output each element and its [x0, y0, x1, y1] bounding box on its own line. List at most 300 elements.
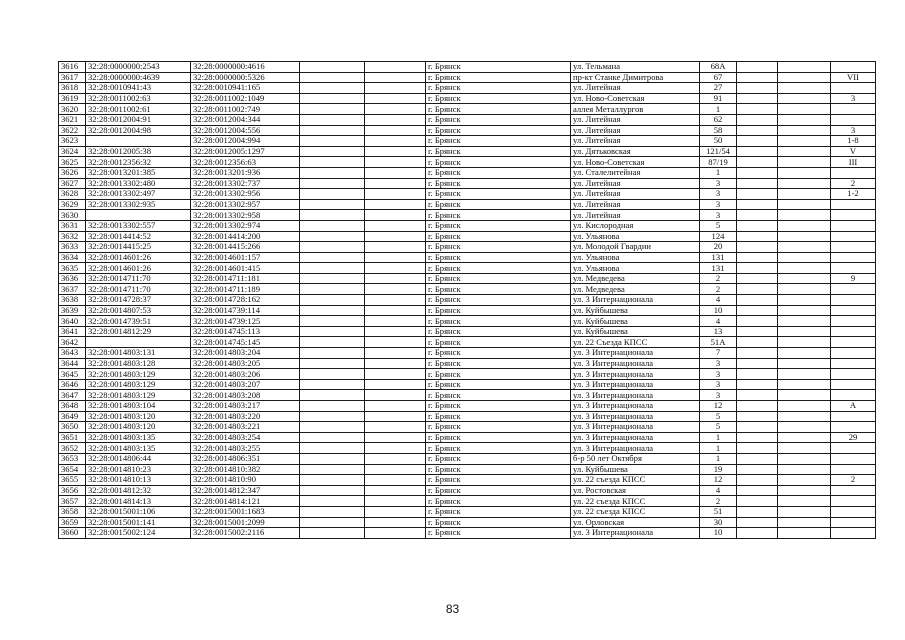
cadastral-number-land: 32:28:0013201:385: [86, 167, 191, 178]
city-cell: г. Брянск: [426, 93, 571, 104]
cadastral-number-land: 32:28:0015002:124: [86, 528, 191, 539]
city-cell: г. Брянск: [426, 326, 571, 337]
row-number: 3640: [59, 316, 86, 327]
table-row: [59, 263, 876, 274]
cadastral-number-object: 32:28:0000000:5326: [191, 72, 300, 83]
empty-cell: [365, 337, 426, 348]
empty-cell: [737, 295, 778, 306]
empty-cell: [778, 62, 831, 73]
table-row: [59, 453, 876, 464]
apartment-note-cell: [831, 210, 876, 221]
house-number-cell: 131: [700, 252, 737, 263]
empty-cell: [737, 263, 778, 274]
cadastral-number-land: 32:28:0013302:480: [86, 178, 191, 189]
apartment-note-cell: А: [831, 401, 876, 412]
street-cell: ул. Ульянова: [571, 263, 700, 274]
empty-cell: [778, 485, 831, 496]
row-number: 3641: [59, 326, 86, 337]
cadastral-number-land: 32:28:0011002:61: [86, 104, 191, 115]
cadastral-number-land: 32:28:0012356:32: [86, 157, 191, 168]
empty-cell: [365, 104, 426, 115]
empty-cell: [778, 422, 831, 433]
apartment-note-cell: [831, 348, 876, 359]
apartment-note-cell: 9: [831, 273, 876, 284]
house-number-cell: 30: [700, 517, 737, 528]
city-cell: г. Брянск: [426, 411, 571, 422]
apartment-note-cell: [831, 231, 876, 242]
house-number-cell: 121/54: [700, 146, 737, 157]
table-row: [59, 326, 876, 337]
house-number-cell: 5: [700, 411, 737, 422]
apartment-note-cell: [831, 252, 876, 263]
empty-cell: [737, 422, 778, 433]
table-row: [59, 443, 876, 454]
street-cell: ул. 22 съезда КПСС: [571, 506, 700, 517]
cadastral-number-object: 32:28:0013302:957: [191, 199, 300, 210]
apartment-note-cell: [831, 517, 876, 528]
empty-cell: [737, 305, 778, 316]
row-number: 3648: [59, 401, 86, 412]
apartment-note-cell: [831, 506, 876, 517]
table-row: [59, 189, 876, 200]
house-number-cell: 1: [700, 104, 737, 115]
table-row: [59, 337, 876, 348]
table-row: [59, 348, 876, 359]
street-cell: ул. Литейная: [571, 114, 700, 125]
empty-cell: [778, 316, 831, 327]
cadastral-number-land: 32:28:0014415:25: [86, 242, 191, 253]
empty-cell: [300, 506, 365, 517]
empty-cell: [778, 114, 831, 125]
street-cell: ул. Орловская: [571, 517, 700, 528]
empty-cell: [365, 358, 426, 369]
empty-cell: [300, 167, 365, 178]
table-row: [59, 528, 876, 539]
city-cell: г. Брянск: [426, 316, 571, 327]
house-number-cell: 3: [700, 390, 737, 401]
city-cell: г. Брянск: [426, 178, 571, 189]
row-number: 3637: [59, 284, 86, 295]
empty-cell: [365, 199, 426, 210]
row-number: 3660: [59, 528, 86, 539]
cadastral-number-land: 32:28:0012004:98: [86, 125, 191, 136]
city-cell: г. Брянск: [426, 62, 571, 73]
cadastral-number-land: [86, 337, 191, 348]
city-cell: г. Брянск: [426, 496, 571, 507]
table-row: [59, 72, 876, 83]
cadastral-number-land: 32:28:0014803:129: [86, 379, 191, 390]
empty-cell: [300, 316, 365, 327]
apartment-note-cell: 1-8: [831, 136, 876, 147]
empty-cell: [365, 167, 426, 178]
table-row: [59, 273, 876, 284]
row-number: 3646: [59, 379, 86, 390]
empty-cell: [737, 284, 778, 295]
apartment-note-cell: [831, 422, 876, 433]
table-row: [59, 93, 876, 104]
table-row: [59, 496, 876, 507]
cadastral-number-object: 32:28:0015001:2099: [191, 517, 300, 528]
empty-cell: [737, 337, 778, 348]
street-cell: ул. Дятьковская: [571, 146, 700, 157]
table-row: [59, 517, 876, 528]
empty-cell: [300, 369, 365, 380]
empty-cell: [778, 167, 831, 178]
row-number: 3654: [59, 464, 86, 475]
row-number: 3647: [59, 390, 86, 401]
empty-cell: [737, 390, 778, 401]
empty-cell: [778, 125, 831, 136]
street-cell: ул. 3 Интернационала: [571, 401, 700, 412]
street-cell: ул. 3 Интернационала: [571, 295, 700, 306]
city-cell: г. Брянск: [426, 114, 571, 125]
apartment-note-cell: [831, 464, 876, 475]
empty-cell: [365, 83, 426, 94]
house-number-cell: 2: [700, 273, 737, 284]
cadastral-number-object: 32:28:0015002:2116: [191, 528, 300, 539]
apartment-note-cell: [831, 390, 876, 401]
empty-cell: [737, 401, 778, 412]
house-number-cell: 1: [700, 443, 737, 454]
cadastral-number-land: 32:28:0014812:32: [86, 485, 191, 496]
street-cell: ул. 3 Интернационала: [571, 348, 700, 359]
empty-cell: [300, 83, 365, 94]
empty-cell: [300, 284, 365, 295]
apartment-note-cell: [831, 316, 876, 327]
apartment-note-cell: [831, 326, 876, 337]
city-cell: г. Брянск: [426, 220, 571, 231]
apartment-note-cell: [831, 369, 876, 380]
house-number-cell: 1: [700, 432, 737, 443]
table-row: [59, 422, 876, 433]
cadastral-number-object: 32:28:0014803:204: [191, 348, 300, 359]
page-number: 83: [445, 602, 460, 616]
empty-cell: [365, 220, 426, 231]
cadastral-number-land: 32:28:0015001:141: [86, 517, 191, 528]
cadastral-number-land: 32:28:0011002:63: [86, 93, 191, 104]
street-cell: ул. 3 Интернационала: [571, 422, 700, 433]
empty-cell: [300, 422, 365, 433]
cadastral-number-land: 32:28:0014803:129: [86, 390, 191, 401]
city-cell: г. Брянск: [426, 401, 571, 412]
street-cell: ул. Сталелитейная: [571, 167, 700, 178]
city-cell: г. Брянск: [426, 506, 571, 517]
table-row: [59, 284, 876, 295]
empty-cell: [778, 242, 831, 253]
row-number: 3657: [59, 496, 86, 507]
house-number-cell: 13: [700, 326, 737, 337]
empty-cell: [778, 464, 831, 475]
apartment-note-cell: [831, 411, 876, 422]
empty-cell: [778, 199, 831, 210]
cadastral-number-object: 32:28:0013201:936: [191, 167, 300, 178]
house-number-cell: 3: [700, 199, 737, 210]
empty-cell: [365, 496, 426, 507]
empty-cell: [365, 506, 426, 517]
table-row: [59, 432, 876, 443]
table-row: [59, 379, 876, 390]
street-cell: ул. Кислородная: [571, 220, 700, 231]
empty-cell: [737, 210, 778, 221]
empty-cell: [300, 443, 365, 454]
house-number-cell: 5: [700, 220, 737, 231]
empty-cell: [300, 453, 365, 464]
row-number: 3659: [59, 517, 86, 528]
city-cell: г. Брянск: [426, 273, 571, 284]
city-cell: г. Брянск: [426, 475, 571, 486]
apartment-note-cell: [831, 83, 876, 94]
empty-cell: [300, 528, 365, 539]
empty-cell: [737, 242, 778, 253]
street-cell: ул. Литейная: [571, 189, 700, 200]
city-cell: г. Брянск: [426, 284, 571, 295]
street-cell: ул. Литейная: [571, 199, 700, 210]
empty-cell: [778, 432, 831, 443]
table-row: [59, 464, 876, 475]
row-number: 3649: [59, 411, 86, 422]
city-cell: г. Брянск: [426, 295, 571, 306]
empty-cell: [778, 210, 831, 221]
empty-cell: [778, 136, 831, 147]
empty-cell: [365, 528, 426, 539]
empty-cell: [737, 475, 778, 486]
cadastral-number-land: 32:28:0014739:51: [86, 316, 191, 327]
empty-cell: [300, 252, 365, 263]
row-number: 3616: [59, 62, 86, 73]
apartment-note-cell: [831, 358, 876, 369]
city-cell: г. Брянск: [426, 72, 571, 83]
table-row: [59, 252, 876, 263]
empty-cell: [365, 284, 426, 295]
house-number-cell: 3: [700, 210, 737, 221]
empty-cell: [737, 125, 778, 136]
empty-cell: [737, 114, 778, 125]
empty-cell: [778, 337, 831, 348]
cadastral-number-land: 32:28:0014803:128: [86, 358, 191, 369]
city-cell: г. Брянск: [426, 136, 571, 147]
city-cell: г. Брянск: [426, 485, 571, 496]
empty-cell: [365, 62, 426, 73]
empty-cell: [737, 358, 778, 369]
empty-cell: [778, 453, 831, 464]
cadastral-number-object: 32:28:0014814:121: [191, 496, 300, 507]
apartment-note-cell: [831, 453, 876, 464]
empty-cell: [300, 411, 365, 422]
empty-cell: [365, 72, 426, 83]
row-number: 3653: [59, 453, 86, 464]
cadastral-number-land: 32:28:0014803:104: [86, 401, 191, 412]
street-cell: ул. 22 съезда КПСС: [571, 475, 700, 486]
street-cell: ул. Медведева: [571, 284, 700, 295]
empty-cell: [300, 305, 365, 316]
empty-cell: [737, 485, 778, 496]
table-row: [59, 231, 876, 242]
table-row: [59, 485, 876, 496]
empty-cell: [300, 273, 365, 284]
cadastral-number-land: 32:28:0014601:26: [86, 263, 191, 274]
empty-cell: [737, 146, 778, 157]
empty-cell: [365, 210, 426, 221]
table-row: [59, 157, 876, 168]
empty-cell: [365, 189, 426, 200]
empty-cell: [778, 305, 831, 316]
empty-cell: [365, 432, 426, 443]
row-number: 3634: [59, 252, 86, 263]
cadastral-number-land: 32:28:0014812:29: [86, 326, 191, 337]
row-number: 3636: [59, 273, 86, 284]
street-cell: ул. Литейная: [571, 210, 700, 221]
table-row: [59, 475, 876, 486]
property-register-table: [58, 61, 876, 539]
empty-cell: [300, 146, 365, 157]
cadastral-number-object: 32:28:0011002:749: [191, 104, 300, 115]
empty-cell: [365, 464, 426, 475]
apartment-note-cell: [831, 199, 876, 210]
empty-cell: [737, 326, 778, 337]
cadastral-number-land: 32:28:0014803:120: [86, 422, 191, 433]
cadastral-number-land: 32:28:0014803:131: [86, 348, 191, 359]
cadastral-number-land: 32:28:0014711:70: [86, 284, 191, 295]
empty-cell: [300, 485, 365, 496]
city-cell: г. Брянск: [426, 517, 571, 528]
cadastral-number-object: 32:28:0014806:351: [191, 453, 300, 464]
cadastral-number-object: 32:28:0014803:217: [191, 401, 300, 412]
empty-cell: [737, 453, 778, 464]
street-cell: ул. Куйбышева: [571, 305, 700, 316]
house-number-cell: 3: [700, 379, 737, 390]
cadastral-number-object: 32:28:0014601:415: [191, 263, 300, 274]
house-number-cell: 3: [700, 358, 737, 369]
empty-cell: [300, 114, 365, 125]
apartment-note-cell: III: [831, 157, 876, 168]
row-number: 3642: [59, 337, 86, 348]
apartment-note-cell: V: [831, 146, 876, 157]
city-cell: г. Брянск: [426, 337, 571, 348]
city-cell: г. Брянск: [426, 358, 571, 369]
cadastral-number-object: 32:28:0014711:189: [191, 284, 300, 295]
house-number-cell: 62: [700, 114, 737, 125]
table-row: [59, 242, 876, 253]
apartment-note-cell: [831, 496, 876, 507]
street-cell: ул. 3 Интернационала: [571, 432, 700, 443]
empty-cell: [365, 295, 426, 306]
empty-cell: [778, 390, 831, 401]
cadastral-number-object: 32:28:0014745:113: [191, 326, 300, 337]
empty-cell: [365, 93, 426, 104]
street-cell: ул. Куйбышева: [571, 316, 700, 327]
empty-cell: [300, 136, 365, 147]
empty-cell: [778, 379, 831, 390]
empty-cell: [737, 348, 778, 359]
street-cell: ул. Тельмана: [571, 62, 700, 73]
row-number: 3624: [59, 146, 86, 157]
empty-cell: [778, 326, 831, 337]
table-row: [59, 506, 876, 517]
empty-cell: [737, 93, 778, 104]
street-cell: пр-кт Станке Димитрова: [571, 72, 700, 83]
table-row: [59, 114, 876, 125]
cadastral-number-object: 32:28:0014812:347: [191, 485, 300, 496]
city-cell: г. Брянск: [426, 199, 571, 210]
city-cell: г. Брянск: [426, 443, 571, 454]
register-sheet: [58, 61, 876, 539]
empty-cell: [365, 316, 426, 327]
street-cell: ул. Литейная: [571, 178, 700, 189]
empty-cell: [300, 358, 365, 369]
house-number-cell: 131: [700, 263, 737, 274]
cadastral-number-land: [86, 136, 191, 147]
cadastral-number-land: 32:28:0000000:2543: [86, 62, 191, 73]
cadastral-number-object: 32:28:0014745:145: [191, 337, 300, 348]
empty-cell: [778, 231, 831, 242]
empty-cell: [778, 157, 831, 168]
empty-cell: [737, 136, 778, 147]
empty-cell: [300, 231, 365, 242]
empty-cell: [737, 379, 778, 390]
row-number: 3635: [59, 263, 86, 274]
empty-cell: [778, 506, 831, 517]
empty-cell: [737, 496, 778, 507]
empty-cell: [778, 178, 831, 189]
empty-cell: [737, 464, 778, 475]
cadastral-number-land: 32:28:0014803:120: [86, 411, 191, 422]
house-number-cell: 3: [700, 178, 737, 189]
empty-cell: [778, 263, 831, 274]
table-row: [59, 411, 876, 422]
empty-cell: [365, 157, 426, 168]
empty-cell: [300, 178, 365, 189]
row-number: 3629: [59, 199, 86, 210]
row-number: 3631: [59, 220, 86, 231]
table-row: [59, 220, 876, 231]
cadastral-number-land: 32:28:0014711:70: [86, 273, 191, 284]
table-row: [59, 104, 876, 115]
house-number-cell: 7: [700, 348, 737, 359]
empty-cell: [300, 496, 365, 507]
house-number-cell: 87/19: [700, 157, 737, 168]
empty-cell: [778, 93, 831, 104]
city-cell: г. Брянск: [426, 125, 571, 136]
city-cell: г. Брянск: [426, 189, 571, 200]
house-number-cell: 67: [700, 72, 737, 83]
table-row: [59, 146, 876, 157]
row-number: 3650: [59, 422, 86, 433]
empty-cell: [365, 411, 426, 422]
apartment-note-cell: [831, 263, 876, 274]
empty-cell: [300, 475, 365, 486]
apartment-note-cell: [831, 528, 876, 539]
cadastral-number-land: 32:28:0014414:52: [86, 231, 191, 242]
empty-cell: [300, 62, 365, 73]
table-row: [59, 305, 876, 316]
apartment-note-cell: [831, 295, 876, 306]
apartment-note-cell: [831, 114, 876, 125]
house-number-cell: 10: [700, 305, 737, 316]
empty-cell: [778, 443, 831, 454]
house-number-cell: 4: [700, 316, 737, 327]
cadastral-number-object: 32:28:0014601:157: [191, 252, 300, 263]
cadastral-number-object: 32:28:0000000:4616: [191, 62, 300, 73]
empty-cell: [300, 220, 365, 231]
street-cell: б-р 50 лет Октября: [571, 453, 700, 464]
empty-cell: [778, 284, 831, 295]
empty-cell: [365, 136, 426, 147]
empty-cell: [778, 358, 831, 369]
house-number-cell: 68А: [700, 62, 737, 73]
empty-cell: [737, 316, 778, 327]
city-cell: г. Брянск: [426, 453, 571, 464]
row-number: 3645: [59, 369, 86, 380]
